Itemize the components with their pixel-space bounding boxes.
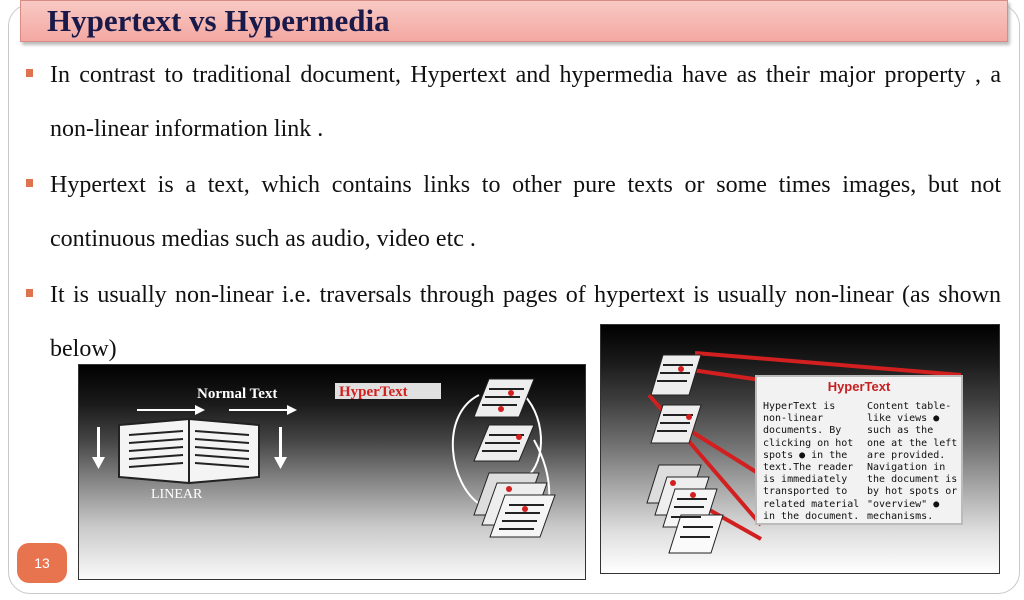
bullet-item: [26, 48, 1001, 156]
page-node: [651, 355, 701, 395]
bullet-text: In contrast to traditional document, Hypertext and hypermedia have as their major property , a non-linear information link .: [50, 62, 1001, 142]
page-node: [651, 405, 701, 443]
normal-text-label: Normal Text: [197, 386, 278, 402]
info-box-column-left: HyperText is non-linear documents. By clicking on hot spots ● in the text.The reader is immediately transported to related material in the document.: [763, 401, 860, 522]
linear-vs-hypertext-figure: [78, 364, 586, 580]
page-stack: [474, 473, 555, 537]
right-arrow-icon: [137, 405, 297, 415]
open-book-icon: [119, 419, 259, 483]
title-bar: [20, 0, 1008, 42]
bullet-text: It is usually non-linear i.e. traversals through pages of hypertext is usually non-linear (as shown below): [50, 282, 1001, 362]
hypertext-info-box: [755, 375, 963, 525]
hypertext-logo-text: HyperText: [339, 384, 408, 400]
linear-label: LINEAR: [151, 487, 203, 502]
hypertext-description-figure: [600, 324, 1000, 574]
bullet-marker: [26, 69, 33, 77]
page-node: [474, 379, 534, 417]
slide-title: Hypertext vs Hypermedia: [47, 3, 390, 38]
bullet-item: [26, 158, 1001, 266]
info-box-title: HyperText: [827, 379, 891, 394]
bullet-text: Hypertext is a text, which contains links to other pure texts or some times images, but not continuous medias such as audio, video etc .: [50, 172, 1001, 252]
info-box-column-right: Content table- like views ● such as the one at the left are provided. Navigation in the document is by hot spots or "overview" ● mechanisms.: [867, 401, 958, 522]
page-number: 13: [17, 543, 67, 583]
bullet-marker: [26, 179, 33, 187]
bullet-marker: [26, 289, 33, 297]
page-node: [474, 425, 534, 461]
